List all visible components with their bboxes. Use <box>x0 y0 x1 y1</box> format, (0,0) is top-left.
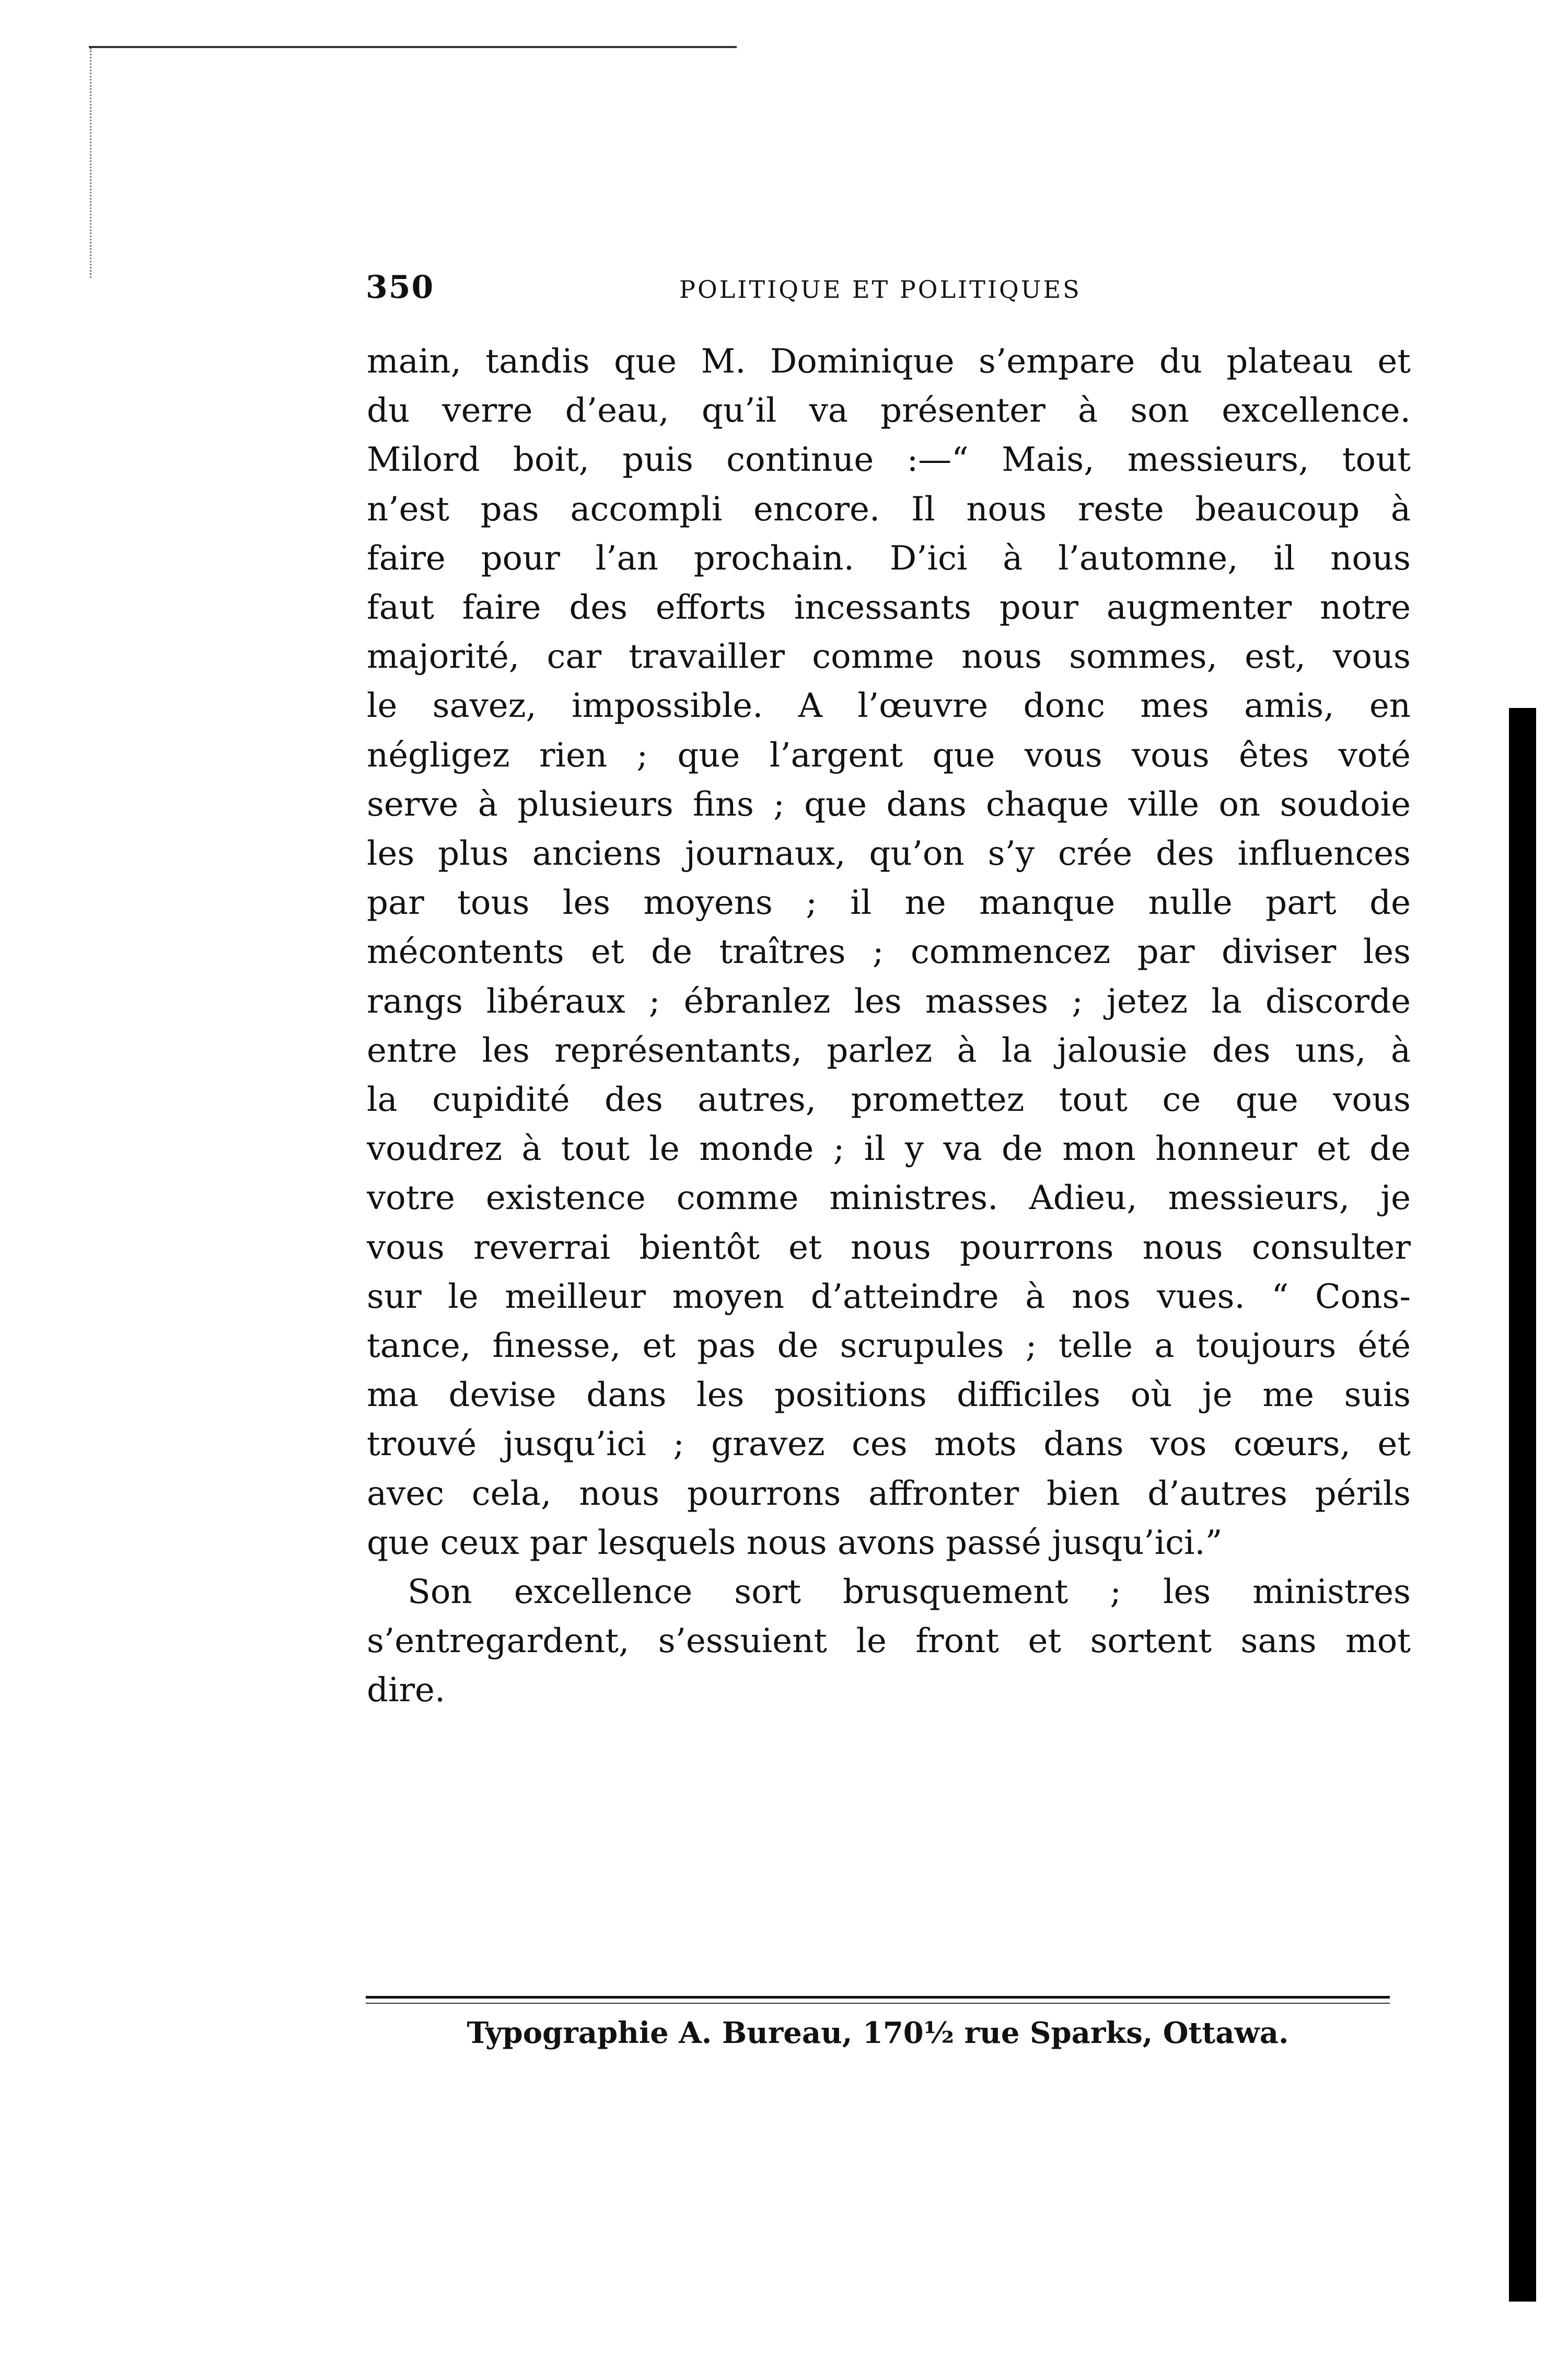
text-line: n’est pas accompli encore. Il nous reste beaucoup à <box>367 490 1411 529</box>
text-line: tance, finesse, et pas de scrupules ; telle a toujours été <box>367 1327 1411 1366</box>
text-line: dire. <box>367 1671 446 1710</box>
text-line: main, tandis que M. Dominique s’empare du plateau et <box>367 342 1411 381</box>
text-line: faire pour l’an prochain. D’ici à l’automne, il nous <box>367 539 1411 578</box>
footer-rule <box>366 1996 1390 1999</box>
text-line: trouvé jusqu’ici ; gravez ces mots dans vos cœurs, et <box>367 1425 1411 1464</box>
running-title: POLITIQUE ET POLITIQUES <box>679 275 1082 304</box>
text-line: du verre d’eau, qu’il va présenter à son excellence. <box>367 391 1411 431</box>
text-line: s’entregardent, s’essuient le front et sortent sans mot <box>367 1622 1411 1661</box>
text-line: vous reverrai bientôt et nous pourrons nous consulter <box>367 1228 1411 1267</box>
text-line: le savez, impossible. A l’œuvre donc mes amis, en <box>367 687 1411 726</box>
footer-rule-thin <box>366 2003 1390 2004</box>
text-line: mécontents et de traîtres ; commencez par diviser les <box>367 933 1411 972</box>
running-head <box>366 269 1390 316</box>
text-line: avec cela, nous pourrons affronter bien d’autres périls <box>367 1474 1411 1513</box>
text-line: Milord boit, puis continue :—“ Mais, messieurs, tout <box>367 440 1411 480</box>
text-line: les plus anciens journaux, qu’on s’y crée des influences <box>367 834 1411 874</box>
scan-edge-shadow <box>1509 708 1536 2302</box>
text-line: entre les représentants, parlez à la jalousie des uns, à <box>367 1031 1411 1070</box>
scan-edge-line <box>89 46 737 48</box>
body-text <box>367 337 1411 1715</box>
text-line: la cupidité des autres, promettez tout ce que vous <box>367 1081 1411 1120</box>
text-line: ma devise dans les positions difficiles où je me suis <box>367 1376 1411 1415</box>
text-line: par tous les moyens ; il ne manque nulle part de <box>367 884 1411 923</box>
text-line: que ceux par lesquels nous avons passé jusqu’ici.” <box>367 1523 1223 1562</box>
text-line: faut faire des efforts incessants pour augmenter notre <box>367 588 1411 628</box>
text-line: voudrez à tout le monde ; il y va de mon honneur et de <box>367 1130 1411 1169</box>
text-line: votre existence comme ministres. Adieu, messieurs, je <box>367 1179 1411 1218</box>
text-line: Son excellence sort brusquement ; les ministres <box>408 1573 1411 1612</box>
text-line: rangs libéraux ; ébranlez les masses ; jetez la discorde <box>367 982 1411 1021</box>
text-line: serve à plusieurs fins ; que dans chaque ville on soudoie <box>367 785 1411 824</box>
text-line: négligez rien ; que l’argent que vous vous êtes voté <box>367 736 1411 775</box>
printer-colophon: Typographie A. Bureau, 170½ rue Sparks, Ottawa. <box>467 2016 1289 2050</box>
scan-edge-mark <box>90 48 93 278</box>
text-line: sur le meilleur moyen d’atteindre à nos vues. “ Cons- <box>367 1277 1411 1316</box>
text-line: majorité, car travailler comme nous sommes, est, vous <box>367 637 1411 677</box>
page-number: 350 <box>366 269 435 306</box>
